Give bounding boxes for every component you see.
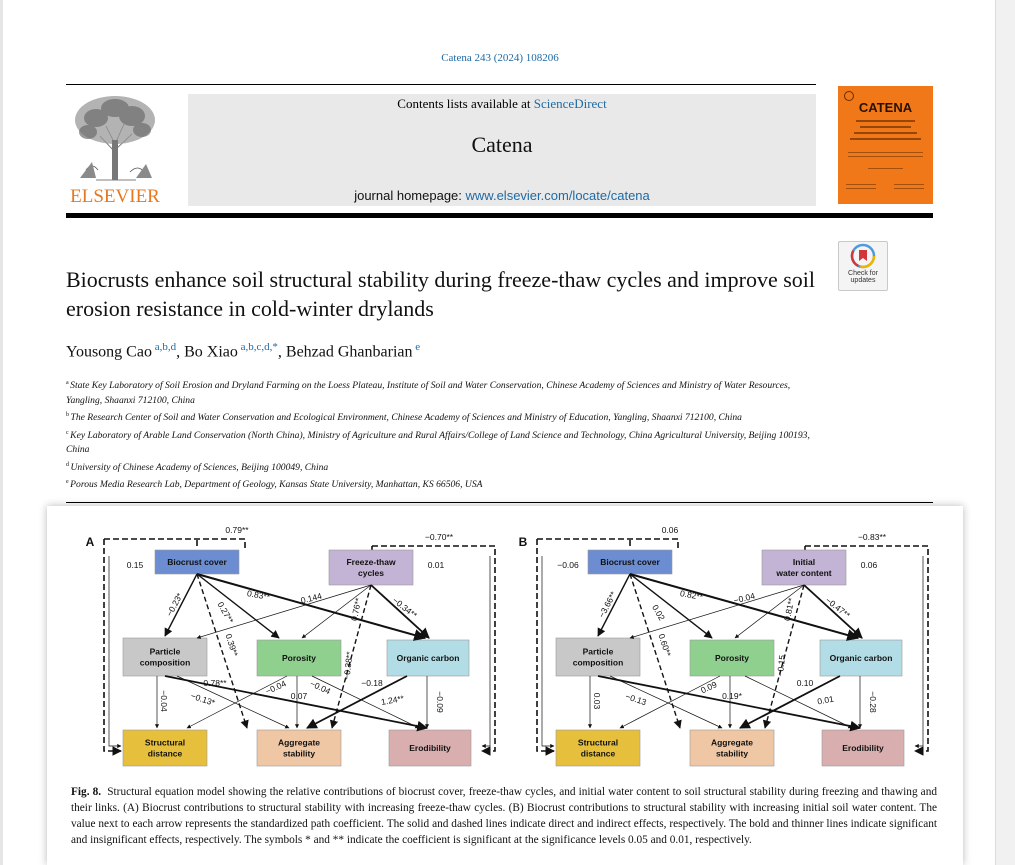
coef-cover-aggregate: 0.60** (656, 632, 674, 658)
coef-top-left: 0.06 (661, 525, 679, 535)
node-structural-distance-label: Structural (144, 737, 186, 748)
coef-organic-erodibility: −0.28 (868, 691, 878, 713)
coef-organic-erodibility-cross: 0.01 (816, 693, 835, 707)
elsevier-tree-icon (66, 92, 164, 184)
node-aggregate-stability-label: stability (715, 748, 749, 759)
coef-cover-organic: 0.82** (679, 588, 704, 602)
node-erodibility-label: Erodibility (409, 743, 451, 753)
check-for-updates-button[interactable] (838, 241, 888, 291)
author-name[interactable]: Bo Xiao (184, 343, 238, 361)
node-driver-label: cycles (358, 568, 384, 578)
affiliation-text: Porous Media Research Lab, Department of Geology, Kansas State University, Manhattan, KS 66506, USA (70, 479, 483, 491)
affiliation-item (66, 458, 826, 476)
journal-banner (188, 94, 816, 206)
author-affiliation-marks[interactable]: a,b,c,d,* (237, 341, 278, 353)
affiliation-text: State Key Laboratory of Soil Erosion and Dryland Farming on the Loess Plateau, Institute of Soil and Water Conservation, Chinese Academy of Sciences and Ministry of Water Resources, Yangling, Shaanxi 712100, China (66, 380, 791, 406)
affiliation-list (66, 376, 826, 493)
coef-driver-organic: −0.47** (823, 595, 853, 621)
node-porosity-label: Porosity (714, 653, 750, 663)
cover-subtitle-line (856, 120, 915, 122)
coef-right-outer: 0.06 (860, 560, 878, 570)
path-arrow (104, 539, 245, 550)
panel-letter: B (518, 535, 528, 549)
node-organic-carbon-label: Organic carbon (829, 653, 893, 663)
contents-line (188, 96, 816, 112)
node-structural-distance-label: distance (147, 748, 183, 759)
node-biocrust-cover-label: Biocrust cover (600, 557, 660, 567)
path-arrow (537, 539, 554, 751)
coef-driver-organic: −0.34** (390, 595, 420, 621)
coef-organic-erodibility: −0.09 (435, 691, 445, 713)
affiliation-text: Key Laboratory of Arable Land Conservation (North China), Ministry of Agriculture and Rural Affairs/College of Land Science and Technology, China Agricultural University, Beijing 100193, China (66, 429, 810, 456)
path-arrow (630, 574, 712, 638)
coef-porosity-b: 0.07 (290, 691, 308, 701)
cover-subtitle-line (854, 132, 917, 134)
journal-citation[interactable]: Catena 243 (2024) 108206 (441, 52, 559, 64)
coef-porosity-mid: −0.38** (341, 651, 355, 681)
affiliation-text: University of Chinese Academy of Sciences, Beijing 100049, China (70, 461, 329, 473)
coef-porosity-a: 0.09 (699, 679, 719, 696)
cover-text-line (894, 188, 924, 189)
coef-right-outer: 0.01 (427, 560, 445, 570)
coef-cover-particle: −0.23* (164, 591, 185, 618)
article-title: Biocrusts enhance soil structural stability during freeze-thaw cycles and improve soil erosion resistance in cold-winter drylands (66, 267, 815, 321)
cover-title: CATENA (858, 100, 913, 115)
coef-porosity-b: 0.19* (722, 691, 742, 701)
publisher-name: ELSEVIER (70, 186, 160, 207)
affiliation-key: b (66, 412, 71, 418)
node-structural-distance-label: distance (580, 748, 616, 759)
coef-particle-aggregate: −0.13* (189, 690, 217, 708)
path-arrow (104, 539, 121, 751)
affiliation-key: a (66, 380, 71, 386)
cover-text-line (894, 184, 924, 185)
homepage-link[interactable]: www.elsevier.com/locate/catena (465, 188, 650, 203)
path-arrow (197, 574, 279, 638)
path-arrow (482, 556, 490, 746)
coef-particle-structural: 0.03 (592, 692, 602, 710)
coef-driver-particle: −0.04 (732, 590, 756, 606)
node-driver-label: Initial (792, 557, 816, 567)
cover-text-line (846, 188, 876, 189)
path-arrow (537, 539, 678, 550)
affiliation-key: e (66, 479, 71, 486)
cover-subtitle-line (860, 126, 911, 128)
coef-top-left: 0.79** (225, 525, 249, 535)
cover-text-line (848, 156, 923, 157)
check-updates-label: Check for updates (848, 270, 878, 284)
node-aggregate-stability-label: Aggregate (710, 737, 754, 748)
coef-cover-aggregate: 0.39** (223, 632, 241, 658)
node-driver-label: Freeze-thaw (346, 557, 396, 567)
panel-letter: A (85, 535, 95, 549)
caption-label: Fig. 8. (71, 786, 102, 798)
author-name[interactable]: Yousong Cao (66, 343, 152, 361)
path-arrow (109, 556, 121, 746)
node-aggregate-stability-label: stability (282, 748, 316, 759)
affiliation-item (66, 376, 826, 408)
coef-organic-aggregate: 0.10 (796, 678, 814, 688)
figure-caption (71, 784, 937, 848)
affiliation-item (66, 426, 826, 458)
node-particle-composition-label: Particle (149, 646, 181, 657)
coef-particle-structural: −0.04 (159, 690, 169, 712)
node-organic-carbon-label: Organic carbon (396, 653, 460, 663)
journal-title: Catena (471, 132, 533, 157)
author-name[interactable]: Behzad Ghanbarian (285, 343, 413, 361)
sem-figure (47, 506, 963, 776)
author-affiliation-marks[interactable]: e (412, 341, 421, 353)
coef-cover-porosity: 0.02 (650, 602, 668, 623)
affiliation-item (66, 408, 826, 426)
elsevier-logo[interactable] (66, 92, 164, 206)
cover-text-line (846, 184, 876, 185)
coef-top-right: −0.70** (424, 532, 454, 542)
author-affiliation-marks[interactable]: a,b,d (151, 341, 177, 353)
caption-text: Structural equation model showing the relative contributions of biocrust cover, freeze-thaw cycles, and initial water content to soil structural stability during freezing and thawing and their links. (A) Biocrust contributions to structural stability with increasing freeze-thaw cycles. (B) Biocrust contributions to structural stability with increasing initial soil water content. The value next to each arrow represents the standardized path coefficient. The solid and dashed lines indicate direct and indirect effects, respectively. The bold and thinner lines indicate significant and insignificant effects, respectively. The symbols * and ** indicate the coefficient is significant at the significance levels 0.05 and 0.01, respectively. (71, 786, 937, 846)
check-updates-icon (839, 242, 887, 270)
author-list (66, 341, 420, 361)
node-biocrust-cover-label: Biocrust cover (167, 557, 227, 567)
coef-particle-aggregate: −0.13 (624, 691, 648, 708)
node-porosity-label: Porosity (281, 653, 317, 663)
contents-prefix: Contents lists available at (397, 96, 534, 111)
coef-top-right: −0.83** (857, 532, 887, 542)
node-particle-composition-label: composition (139, 657, 191, 668)
author-separator: , (277, 343, 286, 361)
node-structural-distance-label: Structural (577, 737, 619, 748)
viewer-scroll-gutter[interactable] (995, 0, 1015, 865)
homepage-line (188, 188, 816, 203)
coef-driver-aggregate: 0.81** (781, 597, 797, 622)
node-particle-composition-label: Particle (582, 646, 614, 657)
header-thick-rule (66, 213, 933, 218)
coef-particle-erodibility: 0.78** (203, 678, 227, 688)
journal-cover-thumbnail[interactable] (838, 86, 933, 204)
author-separator: , (176, 343, 185, 361)
path-arrow (915, 556, 923, 746)
coef-porosity-mid: −0.15 (774, 654, 788, 677)
node-erodibility-label: Erodibility (842, 743, 884, 753)
affiliation-text: The Research Center of Soil and Water Conservation and Ecological Environment, Chinese Academy of Sciences and Ministry of Education, Yangling, Shaanxi 712100, China (70, 412, 742, 424)
coef-cover-organic: 0.83** (246, 588, 271, 602)
page-left-edge (0, 0, 3, 865)
coef-driver-particle: 0.144 (299, 590, 323, 606)
homepage-prefix: journal homepage: (354, 188, 466, 203)
path-arrow (542, 556, 554, 746)
coef-left-outer: 0.15 (126, 560, 144, 570)
node-aggregate-stability-label: Aggregate (277, 737, 321, 748)
affiliation-item (66, 475, 826, 493)
coef-cover-porosity: 0.27** (215, 599, 236, 626)
cover-text-line (868, 168, 903, 169)
cover-subtitle-line (850, 138, 921, 140)
coef-organic-aggregate: −0.18 (361, 678, 383, 688)
coef-organic-erodibility-cross: 1.24** (380, 693, 405, 707)
affiliation-rule (66, 502, 933, 503)
header-rule (66, 84, 816, 85)
coef-driver-aggregate: 0.76** (348, 597, 364, 622)
coef-left-outer: −0.06 (557, 560, 579, 570)
coef-cover-particle: −3.66** (596, 589, 619, 620)
coef-porosity-a: −0.04 (263, 678, 288, 697)
sciencedirect-link[interactable]: ScienceDirect (533, 96, 607, 111)
cover-text-line (848, 152, 923, 153)
coef-porosity-c: −0.04 (308, 678, 333, 697)
figure-popup[interactable] (47, 506, 963, 865)
affiliation-key: c (66, 429, 71, 436)
node-particle-composition-label: composition (572, 657, 624, 668)
affiliation-key: d (66, 461, 71, 468)
node-driver-label: water content (776, 568, 832, 578)
